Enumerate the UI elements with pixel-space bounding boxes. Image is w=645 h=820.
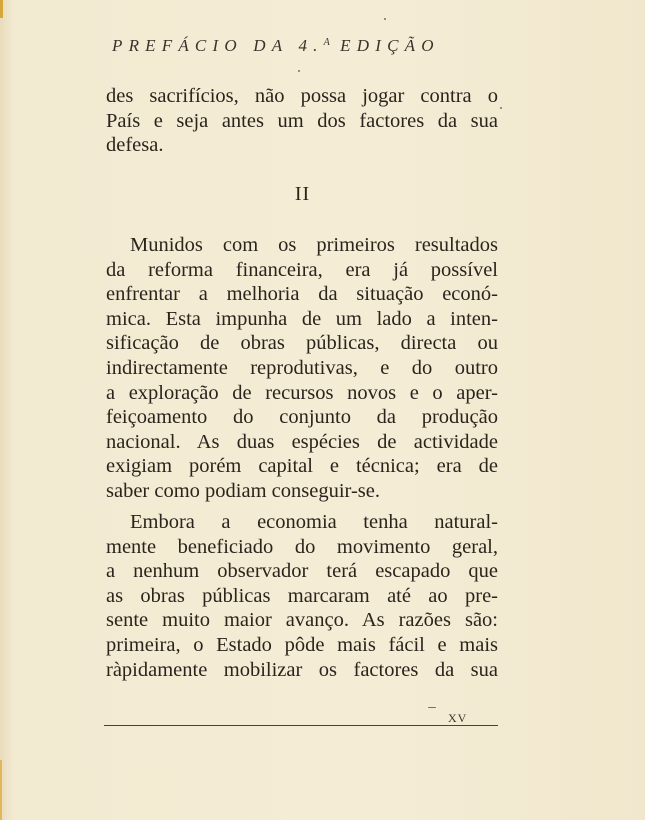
page-number: XV bbox=[448, 711, 468, 725]
paper-speck bbox=[298, 70, 300, 72]
footer-rule bbox=[104, 725, 498, 726]
text-line: ràpidamente mobilizar os factores da sua bbox=[106, 658, 498, 681]
text-line: da reforma financeira, era já possível bbox=[106, 258, 498, 281]
text-line: indirectamente reprodutivas, e do outro bbox=[106, 356, 498, 379]
text-line: saber como podiam conseguir-se. bbox=[106, 479, 380, 502]
text-line: enfrentar a melhoria da situação econó- bbox=[106, 283, 498, 306]
page-edge-mark bbox=[0, 0, 3, 18]
text-line: des sacrifícios, não possa jogar contra o bbox=[106, 85, 498, 107]
running-header-title-end: EDIÇÃO bbox=[329, 36, 440, 55]
text-line: as obras públicas marcaram até ao pre- bbox=[106, 584, 498, 607]
running-header-title: PREFÁCIO DA 4. bbox=[112, 36, 324, 55]
text-line: nacional. As duas espécies de actividade bbox=[106, 430, 498, 453]
text-line: mica. Esta impunha de um lado a inten- bbox=[106, 307, 498, 330]
paper-speck bbox=[500, 107, 502, 109]
text-line: a nenhum observador terá escapado que bbox=[106, 560, 498, 583]
paragraph bbox=[106, 510, 498, 682]
text-line: defesa. bbox=[106, 134, 164, 157]
text-line: Embora a economia tenha natural- bbox=[130, 511, 498, 533]
paper-speck bbox=[428, 707, 436, 708]
text-line: exigiam porém capital e técnica; era de bbox=[106, 455, 498, 478]
text-line: sente muito maior avanço. As razões são: bbox=[106, 609, 498, 632]
text-line: Munidos com os primeiros resultados bbox=[130, 234, 498, 256]
text-line: primeira, o Estado pôde mais fácil e mais bbox=[106, 633, 498, 656]
running-header bbox=[112, 36, 502, 56]
text-line: mente beneficiado do movimento geral, bbox=[106, 535, 498, 558]
text-line: sificação de obras públicas, directa ou bbox=[106, 332, 498, 355]
text-line: País e seja antes um dos factores da sua bbox=[106, 109, 498, 132]
paragraph bbox=[106, 233, 498, 504]
paper-speck bbox=[384, 18, 386, 20]
text-line: a exploração de recursos novos e o aper- bbox=[106, 381, 498, 404]
section-heading: II bbox=[294, 183, 311, 205]
paragraph-continued bbox=[106, 84, 498, 158]
running-header-superscript: A bbox=[323, 37, 330, 48]
page-edge-mark bbox=[0, 760, 2, 820]
text-line: feiçoamento do conjunto da produção bbox=[106, 406, 498, 429]
